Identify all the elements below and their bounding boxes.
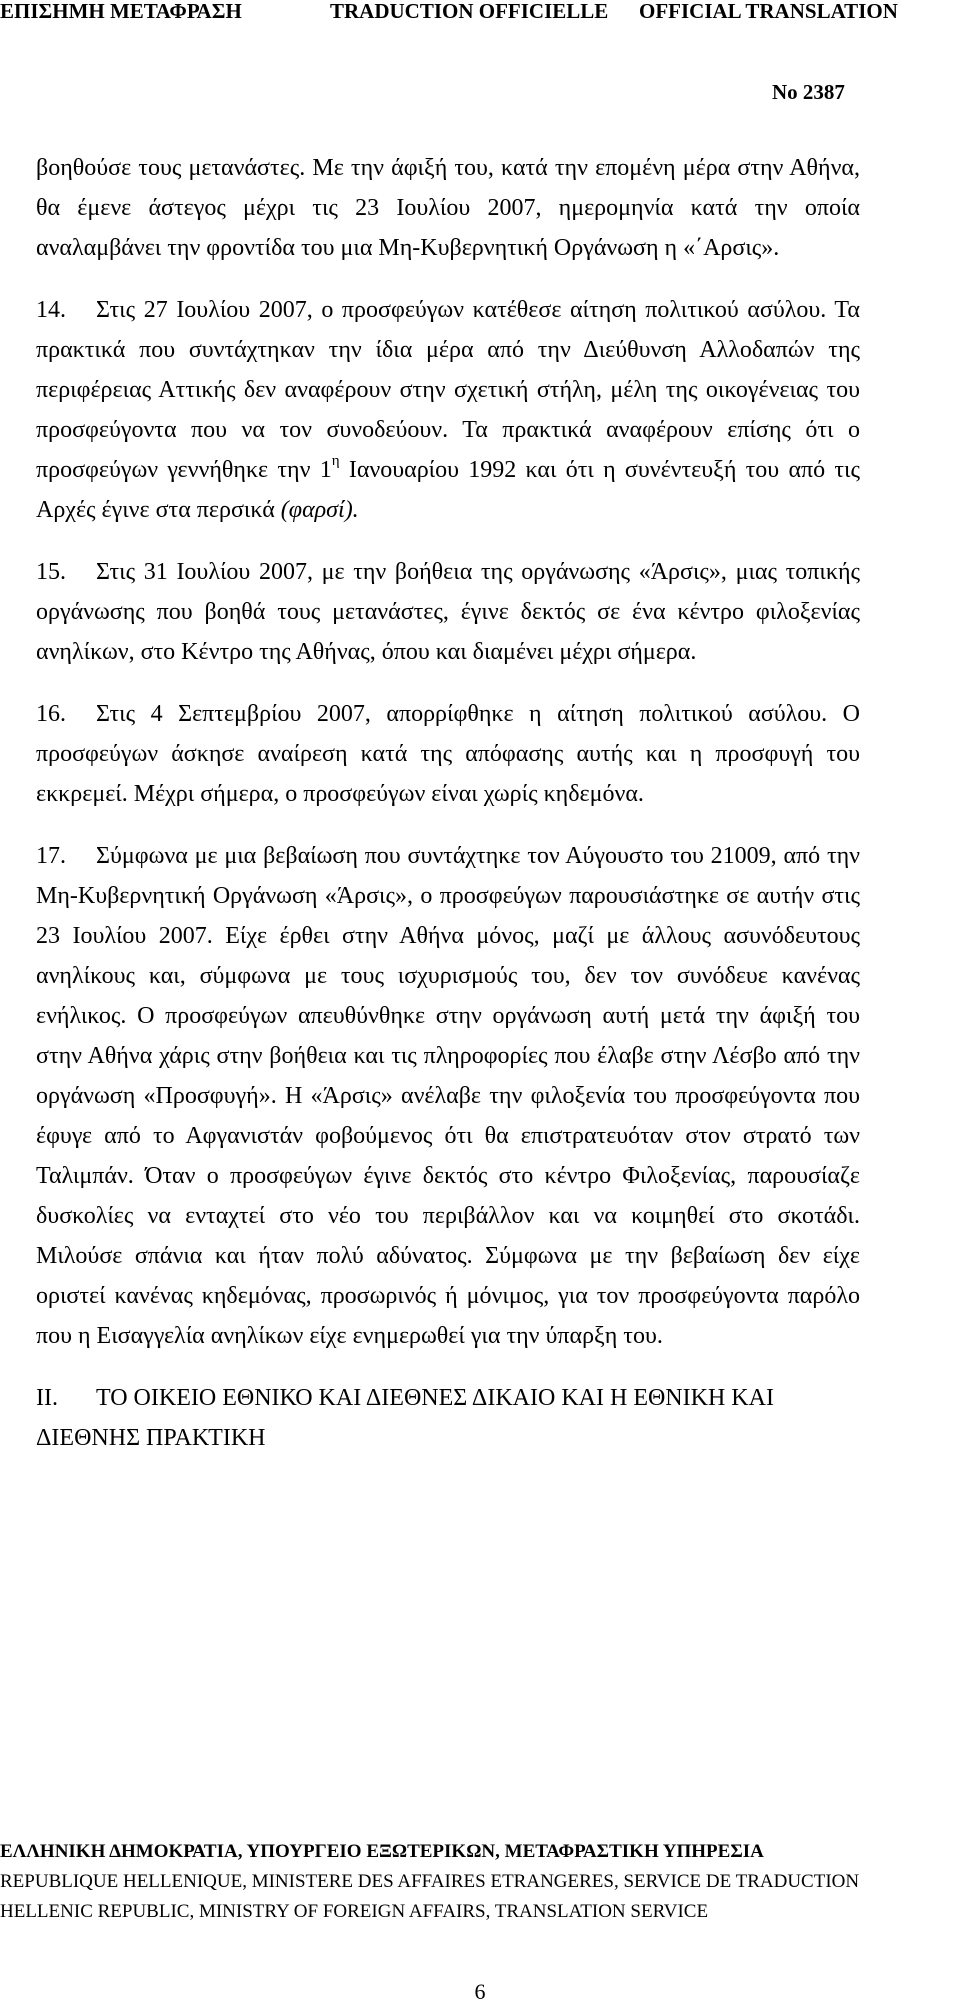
page-number: 6 — [474, 1979, 486, 2004]
section-heading — [36, 1378, 860, 1458]
intro-paragraph: βοηθούσε τους μετανάστες. Με την άφιξή του, κατά την επομένη μέρα στην Αθήνα, θα έμενε άστεγος μέχρι τις 23 Ιουλίου 2007, ημερομηνία κατά την οποία αναλαμβάνει την φροντίδα του μια Μη-Κυβερνητική Οργάνωση η «΄Αρσις». — [36, 155, 860, 261]
paragraph-text: Στις 27 Ιουλίου 2007, ο προσφεύγων κατέθεσε αίτηση πολιτικού ασύλου. Τα πρακτικά που συντάχτηκαν την ίδια μέρα από την Διεύθυνση Αλλοδαπών της περιφέρειας Αττικής δεν αναφέρουν στην σχετική στήλη, μέλη της οικογένειας του προσφεύγοντα που να τον συνοδεύουν. Τα πρακτικά αναφέρουν επίσης ότι ο προσφεύγων γεννήθηκε την 1 — [36, 297, 860, 483]
header-english: OFFICIAL TRANSLATION — [639, 0, 898, 23]
section-title: ΤΟ ΟΙΚΕΙΟ ΕΘΝΙΚΟ ΚΑΙ ΔΙΕΘΝΕΣ ΔΙΚΑΙΟ ΚΑΙ Η ΕΘΝΙΚΗ ΚΑΙ ΔΙΕΘΝΗΣ ΠΡΑΚΤΙΚΗ — [36, 1385, 774, 1451]
document-footer — [0, 1837, 960, 1927]
footer-french: REPUBLIQUE HELLENIQUE, MINISTERE DES AFFAIRES ETRANGERES, SERVICE DE TRADUCTION — [0, 1871, 860, 1892]
paragraph-number: 14. — [36, 297, 66, 323]
italic-text: (φαρσί). — [280, 497, 359, 523]
paragraph-17 — [36, 836, 860, 1356]
footer-greek: ΕΛΛΗΝΙΚΗ ΔΗΜΟΚΡΑΤΙΑ, ΥΠΟΥΡΓΕΙΟ ΕΞΩΤΕΡΙΚΩΝ, ΜΕΤΑΦΡΑΣΤΙΚΗ ΥΠΗΡΕΣΙΑ — [0, 1841, 764, 1862]
paragraph-14 — [36, 290, 860, 530]
paragraph-number: 17. — [36, 843, 66, 869]
document-body — [36, 148, 860, 1480]
footer-english: HELLENIC REPUBLIC, MINISTRY OF FOREIGN AFFAIRS, TRANSLATION SERVICE — [0, 1901, 709, 1922]
paragraph-15 — [36, 552, 860, 672]
header-greek: ΕΠΙΣΗΜΗ ΜΕΤΑΦΡΑΣΗ — [0, 0, 242, 23]
paragraph-number: 16. — [36, 701, 66, 727]
paragraph-text: Στις 4 Σεπτεμβρίου 2007, απορρίφθηκε η αίτηση πολιτικού ασύλου. Ο προσφεύγων άσκησε αναίρεση κατά της απόφασης αυτής και η προσφυγή του εκκρεμεί. Μέχρι σήμερα, ο προσφεύγων είναι χωρίς κηδεμόνα. — [36, 701, 860, 807]
paragraph-text: Σύμφωνα με μια βεβαίωση που συντάχτηκε τον Αύγουστο του 21009, από την Μη-Κυβερνητική Οργάνωση «Άρσις», ο προσφεύγων παρουσιάστηκε σε αυτήν στις 23 Ιουλίου 2007. Είχε έρθει στην Αθήνα μόνος, μαζί με άλλους ασυνόδευτους ανηλίκους και, σύμφωνα με τους ισχυρισμούς του, δεν τον συνόδευε κανένας ενήλικος. Ο προσφεύγων απευθύνθηκε στην οργάνωση αυτή μετά την άφιξή του στην Αθήνα χάρις στην βοήθεια και τις πληροφορίες που έλαβε στην Λέσβο από την οργάνωση «Προσφυγή». Η «Άρσις» ανέλαβε την φιλοξενία του προσφεύγοντα που έφυγε από το Αφγανιστάν φοβούμενος ότι θα επιστρατευόταν στον στρατό των Ταλιμπάν. Όταν ο προσφεύγων έγινε δεκτός στο κέντρο Φιλοξενίας, παρουσίαζε δυσκολίες να ενταχτεί στο νέο του περιβάλλον και να κοιμηθεί στο σκοτάδι. Μιλούσε σπάνια και ήταν πολύ αδύνατος. Σύμφωνα με την βεβαίωση δεν είχε οριστεί κανένας κηδεμόνας, προσωρινός ή μόνιμος, για τον προσφεύγοντα παρόλο που η Εισαγγελία ανηλίκων είχε ενημερωθεί για την ύπαρξη του. — [36, 843, 860, 1349]
document-number: No 2387 — [772, 80, 845, 104]
header-french: TRADUCTION OFFICIELLE — [330, 0, 609, 23]
paragraph-text: Στις 31 Ιουλίου 2007, με την βοήθεια της οργάνωσης «Άρσις», μιας τοπικής οργάνωσης που βοηθά τους μετανάστες, έγινε δεκτός σε ένα κέντρο φιλοξενίας ανηλίκων, στο Κέντρο της Αθήνας, όπου και διαμένει μέχρι σήμερα. — [36, 559, 860, 665]
paragraph-16 — [36, 694, 860, 814]
paragraph-number: 15. — [36, 559, 66, 585]
superscript: η — [331, 453, 340, 469]
section-number: II. — [36, 1385, 58, 1411]
paragraph-text-continued: Ιανουαρίου 1992 και ότι η συνέντευξή του από τις Αρχές έγινε στα περσικά — [36, 457, 861, 523]
